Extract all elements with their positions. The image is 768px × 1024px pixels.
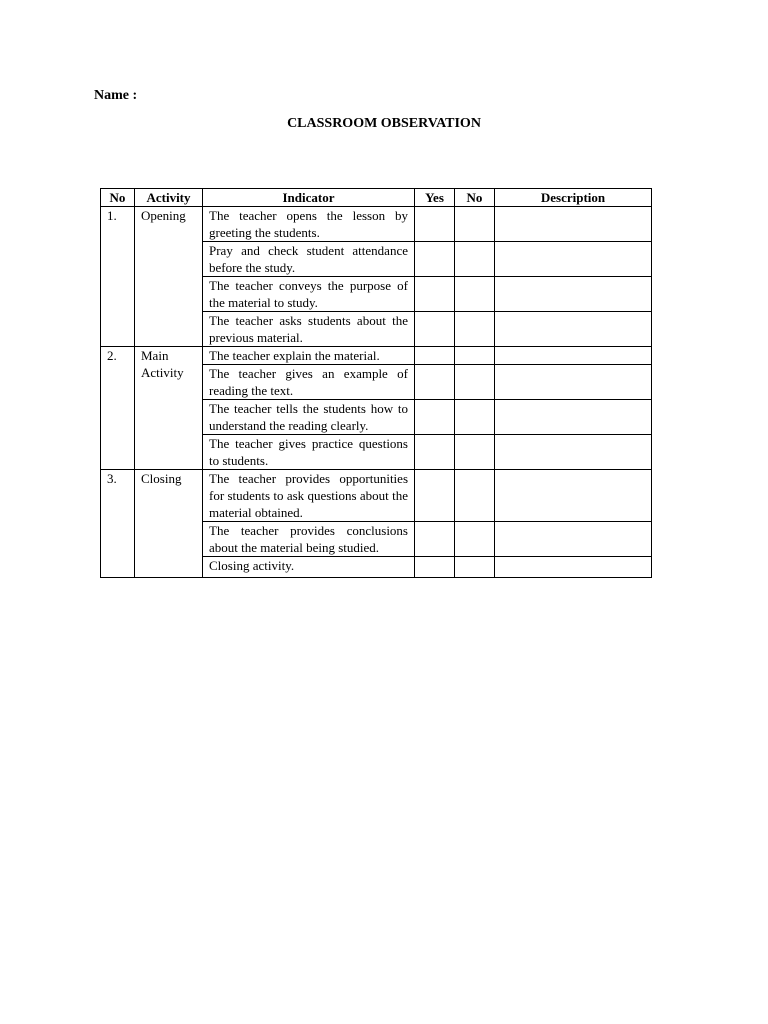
activity-cell: Opening <box>135 207 203 347</box>
indicator-cell: The teacher gives an example of reading the text. <box>203 365 415 400</box>
indicator-cell: The teacher tells the students how to understand the reading clearly. <box>203 400 415 435</box>
no-cell[interactable] <box>455 557 495 578</box>
no-cell[interactable] <box>455 277 495 312</box>
activity-cell: Main Activity <box>135 347 203 470</box>
indicator-cell: The teacher provides opportunities for students to ask questions about the material obtained. <box>203 470 415 522</box>
description-cell[interactable] <box>495 312 652 347</box>
no-cell[interactable] <box>455 347 495 365</box>
yes-cell[interactable] <box>415 365 455 400</box>
row-number: 2. <box>101 347 135 470</box>
no-cell[interactable] <box>455 207 495 242</box>
table-header-row <box>101 189 652 207</box>
no-cell[interactable] <box>455 312 495 347</box>
no-cell[interactable] <box>455 400 495 435</box>
description-cell[interactable] <box>495 277 652 312</box>
description-cell[interactable] <box>495 400 652 435</box>
indicator-cell: The teacher provides conclusions about the material being studied. <box>203 522 415 557</box>
yes-cell[interactable] <box>415 470 455 522</box>
indicator-cell: The teacher conveys the purpose of the material to study. <box>203 277 415 312</box>
yes-cell[interactable] <box>415 557 455 578</box>
column-header-no-answer: No <box>455 189 495 207</box>
yes-cell[interactable] <box>415 207 455 242</box>
description-cell[interactable] <box>495 557 652 578</box>
description-cell[interactable] <box>495 207 652 242</box>
activity-cell: Closing <box>135 470 203 578</box>
indicator-cell: The teacher explain the material. <box>203 347 415 365</box>
observation-table <box>100 188 652 578</box>
name-label: Name : <box>94 88 138 103</box>
no-cell[interactable] <box>455 242 495 277</box>
no-cell[interactable] <box>455 435 495 470</box>
indicator-cell: The teacher gives practice questions to students. <box>203 435 415 470</box>
yes-cell[interactable] <box>415 435 455 470</box>
indicator-cell: The teacher opens the lesson by greeting the students. <box>203 207 415 242</box>
column-header-activity: Activity <box>135 189 203 207</box>
yes-cell[interactable] <box>415 400 455 435</box>
indicator-cell: The teacher asks students about the previous material. <box>203 312 415 347</box>
yes-cell[interactable] <box>415 277 455 312</box>
indicator-cell: Pray and check student attendance before the study. <box>203 242 415 277</box>
description-cell[interactable] <box>495 470 652 522</box>
table-row <box>101 347 652 365</box>
yes-cell[interactable] <box>415 242 455 277</box>
column-header-indicator: Indicator <box>203 189 415 207</box>
yes-cell[interactable] <box>415 312 455 347</box>
no-cell[interactable] <box>455 522 495 557</box>
table-row <box>101 470 652 522</box>
description-cell[interactable] <box>495 347 652 365</box>
document-title: CLASSROOM OBSERVATION <box>287 116 481 131</box>
indicator-cell: Closing activity. <box>203 557 415 578</box>
description-cell[interactable] <box>495 365 652 400</box>
row-number: 3. <box>101 470 135 578</box>
no-cell[interactable] <box>455 365 495 400</box>
yes-cell[interactable] <box>415 347 455 365</box>
description-cell[interactable] <box>495 435 652 470</box>
no-cell[interactable] <box>455 470 495 522</box>
description-cell[interactable] <box>495 522 652 557</box>
column-header-no: No <box>101 189 135 207</box>
table-row <box>101 207 652 242</box>
column-header-description: Description <box>495 189 652 207</box>
column-header-yes: Yes <box>415 189 455 207</box>
yes-cell[interactable] <box>415 522 455 557</box>
row-number: 1. <box>101 207 135 347</box>
description-cell[interactable] <box>495 242 652 277</box>
